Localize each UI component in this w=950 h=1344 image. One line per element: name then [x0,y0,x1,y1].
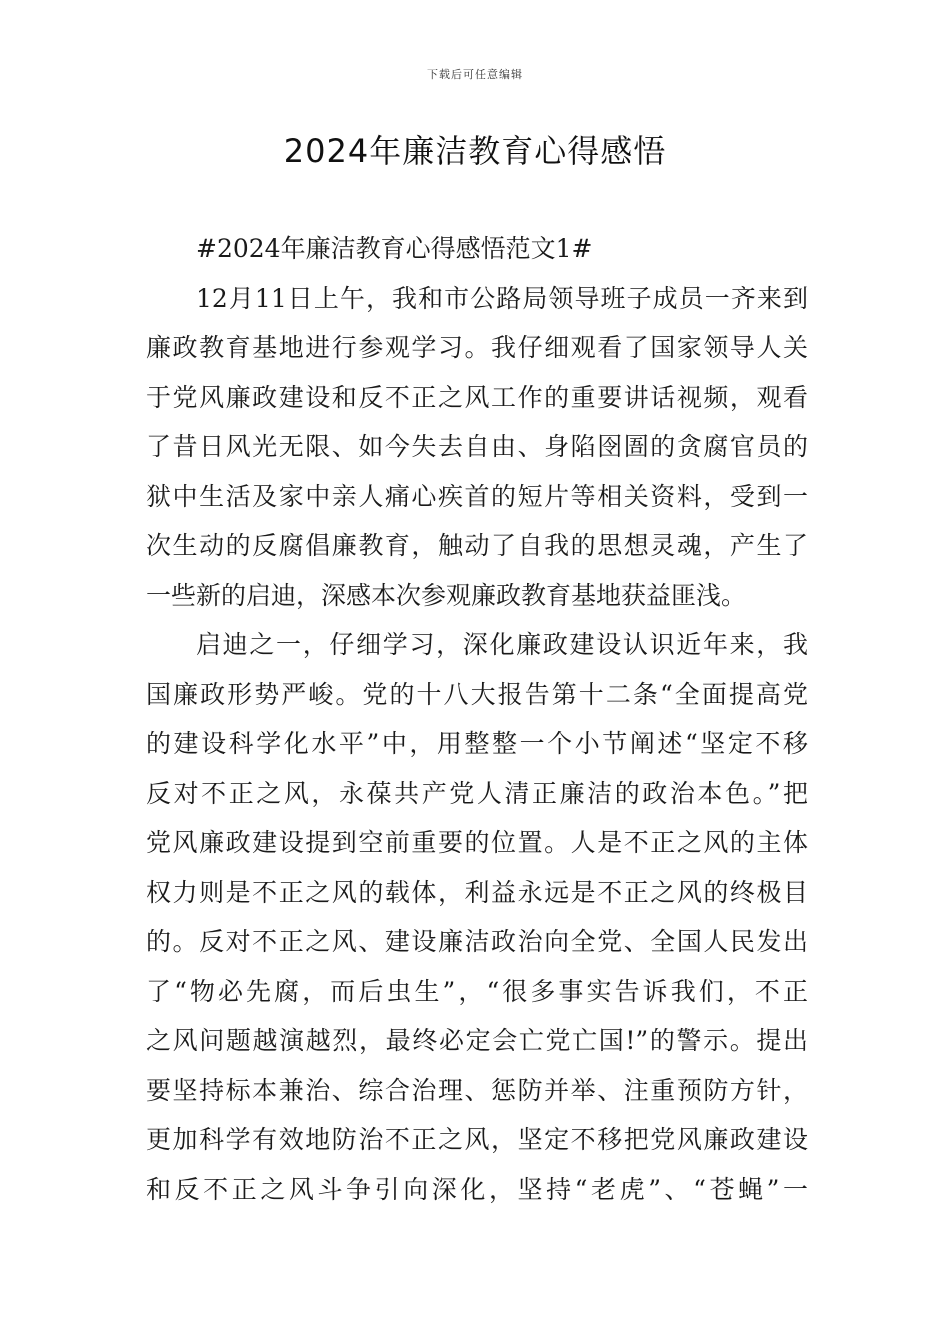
text-line: 于党风廉政建设和反不正之风工作的重要讲话视频，观看 [146,382,808,412]
text-line: 狱中生活及家中亲人痛心疾首的短片等相关资料，受到一 [146,481,808,511]
text-line: #2024年廉洁教育心得感悟范文1# [196,234,593,263]
text-line: 次生动的反腐倡廉教育，触动了自我的思想灵魂，产生了 [146,531,808,560]
text-line: 更加科学有效地防治不正之风，坚定不移把党风廉政建设 [146,1125,808,1154]
text-line: 12月11日上午，我和市公路局领导班子成员一齐来到 [196,283,808,313]
text-line: 一些新的启迪，深感本次参观廉政教育基地获益匪浅。 [146,580,747,610]
text-line: 了“物必先腐，而后虫生”，“很多事实告诉我们，不正 [146,976,808,1006]
document-body [146,224,808,1214]
text-line: 国廉政形势严峻。党的十八大报告第十二条“全面提高党 [146,679,808,709]
text-line: 启迪之一，仔细学习，深化廉政建设认识近年来，我 [196,630,808,659]
text-line: 的建设科学化水平”中，用整整一个小节阐述“坚定不移 [146,729,808,758]
text-line: 党风廉政建设提到空前重要的位置。人是不正之风的主体 [146,828,808,857]
text-line: 和反不正之风斗争引向深化，坚持“老虎”、“苍蝇”一 [146,1174,808,1204]
text-line: 了昔日风光无限、如今失去自由、身陷囹圄的贪腐官员的 [146,432,808,461]
text-line: 要坚持标本兼治、综合治理、惩防并举、注重预防方针， [146,1075,808,1105]
text-line: 权力则是不正之风的载体，利益永远是不正之风的终极目 [146,877,808,907]
header-note: 下载后可任意编辑 [427,68,523,81]
document-title: 2024年廉洁教育心得感悟 [283,132,667,170]
text-line: 反对不正之风，永葆共产党人清正廉洁的政治本色。”把 [146,778,808,808]
text-line: 的。反对不正之风、建设廉洁政治向全党、全国人民发出 [146,927,808,956]
text-line: 之风问题越演越烈，最终必定会亡党亡国!”的警示。提出 [146,1026,808,1055]
text-line: 廉政教育基地进行参观学习。我仔细观看了国家领导人关 [146,333,808,362]
